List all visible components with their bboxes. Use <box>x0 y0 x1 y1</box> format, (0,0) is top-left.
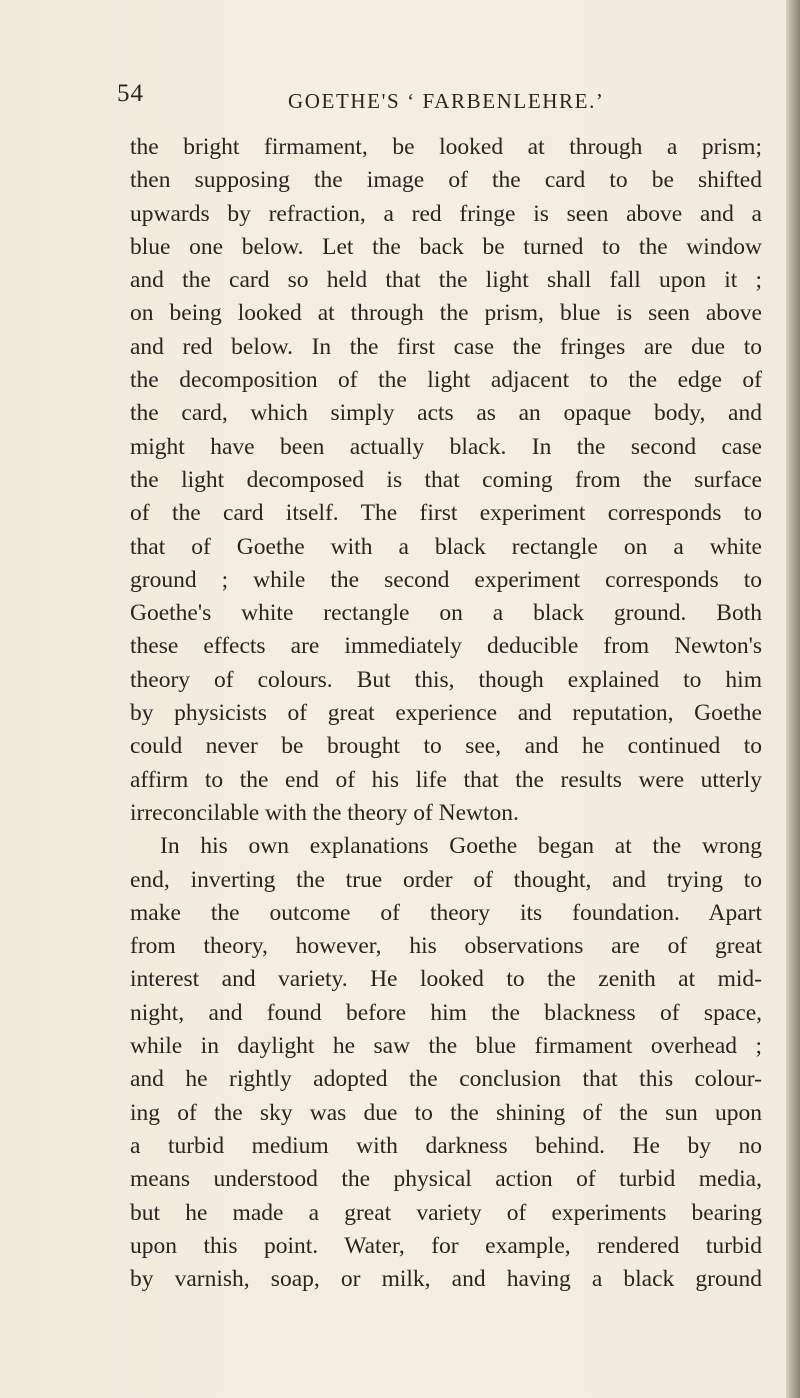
text-line: night, and found before him the blackness of space, <box>130 999 762 1026</box>
text-line: and he rightly adopted the conclusion that this colour- <box>130 1066 762 1093</box>
text-line: Goethe's white rectangle on a black ground. Both <box>130 600 762 627</box>
text-line: upon this point. Water, for example, rendered turbid <box>130 1232 762 1259</box>
text-line: the bright firmament, be looked at through a prism; <box>130 134 762 160</box>
text-line: In his own explanations Goethe began at the wrong <box>160 833 762 860</box>
text-line: theory of colours. But this, though explained to him <box>130 666 762 693</box>
text-line: and the card so held that the light shall fall upon it ; <box>130 267 762 294</box>
text-line: on being looked at through the prism, blue is seen above <box>130 300 762 327</box>
text-line: by physicists of great experience and reputation, Goethe <box>130 700 762 727</box>
text-line: but he made a great variety of experiments bearing <box>130 1199 762 1226</box>
text-line: upwards by refraction, a red fringe is seen above and a <box>130 200 762 227</box>
text-line: these effects are immediately deducible from Newton's <box>130 633 762 660</box>
text-line: make the outcome of theory its foundation. Apart <box>130 899 762 926</box>
text-line: then supposing the image of the card to be shifted <box>130 167 762 194</box>
text-line: a turbid medium with darkness behind. He by no <box>130 1132 762 1159</box>
text-line: the light decomposed is that coming from the surface <box>130 466 762 493</box>
text-line: the card, which simply acts as an opaque body, and <box>130 400 762 427</box>
text-line: blue one below. Let the back be turned to the window <box>130 233 762 260</box>
text-line: could never be brought to see, and he continued to <box>130 733 762 760</box>
text-line: affirm to the end of his life that the results were utterly <box>130 766 762 793</box>
text-line: while in daylight he saw the blue firmament overhead ; <box>130 1033 762 1060</box>
body-text <box>130 131 762 1296</box>
text-line: interest and variety. He looked to the zenith at mid- <box>130 966 762 993</box>
text-line: and red below. In the first case the fringes are due to <box>130 333 762 360</box>
text-line: end, inverting the true order of thought, and trying to <box>130 866 762 893</box>
running-title: GOETHE'S ‘ FARBENLEHRE.’ <box>288 89 605 113</box>
text-line: that of Goethe with a black rectangle on a white <box>130 533 762 560</box>
text-line: the decomposition of the light adjacent to the edge of <box>130 367 762 394</box>
text-line: of the card itself. The first experiment corresponds to <box>130 500 762 527</box>
page-edge-shadow <box>786 0 800 1398</box>
page-number: 54 <box>117 80 144 107</box>
text-line: from theory, however, his observations are of great <box>130 933 762 960</box>
page-header <box>117 80 757 120</box>
text-line: irreconcilable with the theory of Newton. <box>130 799 519 826</box>
text-line: might have been actually black. In the second case <box>130 433 762 460</box>
text-line: means understood the physical action of turbid media, <box>130 1166 762 1193</box>
text-line: ing of the sky was due to the shining of the sun upon <box>130 1099 762 1126</box>
text-line: ground ; while the second experiment corresponds to <box>130 566 762 593</box>
text-line: by varnish, soap, or milk, and having a black ground <box>130 1266 762 1293</box>
